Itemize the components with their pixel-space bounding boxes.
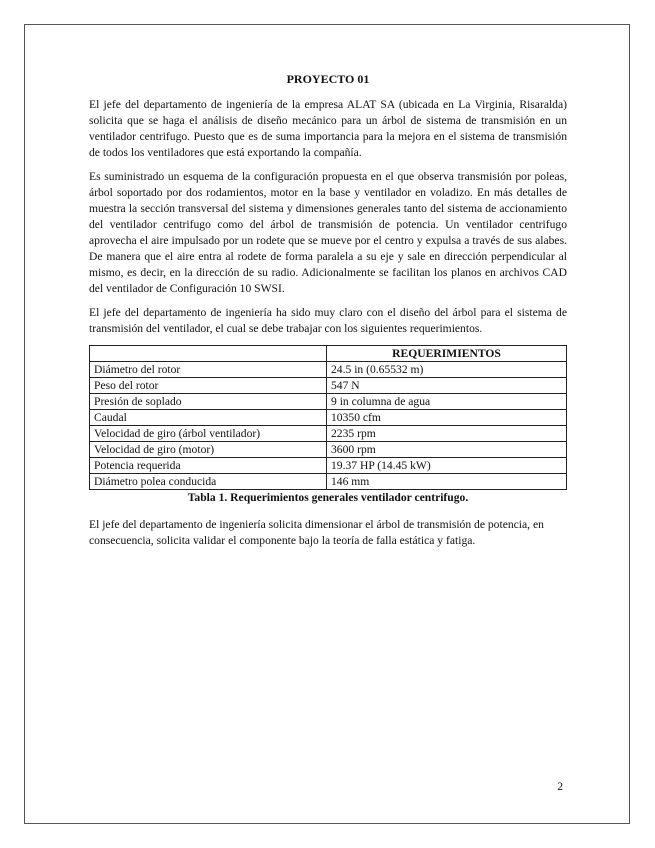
table-cell-value: 3600 rpm (327, 442, 567, 458)
table-cell-label: Caudal (90, 410, 327, 426)
page-content (89, 71, 567, 557)
document-page (24, 24, 630, 824)
table-row (90, 410, 567, 426)
table-cell-label: Velocidad de giro (árbol ventilador) (90, 426, 327, 442)
table-cell-label: Presión de soplado (90, 394, 327, 410)
table-row (90, 458, 567, 474)
table-cell-label: Diámetro polea conducida (90, 474, 327, 490)
table-row (90, 378, 567, 394)
table-cell-label: Diámetro del rotor (90, 362, 327, 378)
table-caption: Tabla 1. Requerimientos generales ventilador centrifugo. (187, 491, 469, 504)
table-row (90, 442, 567, 458)
table-cell-value: 2235 rpm (327, 426, 567, 442)
table-header-row (90, 346, 567, 362)
paragraph-requirements-intro: El jefe del departamento de ingeniería ha sido muy claro con el diseño del árbol para el sistema de transmisión del ventilador, el cual se debe trabajar con los siguientes requerimientos. (89, 306, 567, 335)
table-row (90, 394, 567, 410)
table-cell-value: 24.5 in (0.65532 m) (327, 362, 567, 378)
table-cell-label: Potencia requerida (90, 458, 327, 474)
page-number: 2 (557, 780, 563, 793)
paragraph-description: Es suministrado un esquema de la configuración propuesta en el que observa transmisión por poleas, árbol soportado por dos rodamientos, motor en la base y ventilador en voladizo. En más detalles de muestra la sección transversal del sistema y dimensiones generales tanto del sistema de accionamiento del ventilador centrifugo como del árbol de transmisión de potencia. Un ventilador centrifugo aprovecha el aire impulsado por un rodete que se mueve por el centro y expulsa a través de sus alabes. De manera que el aire entra al rodete de forma paralela a su eje y sale en dirección perpendicular al mismo, es decir, en la dirección de su radio. Adicionalmente se facilitan los planos en archivos CAD del ventilador de Configuración 10 SWSI. (89, 170, 567, 295)
paragraph-intro: El jefe del departamento de ingeniería de la empresa ALAT SA (ubicada en La Virginia, Risaralda) solicita que se haga el análisis de diseño mecánico para un árbol de sistema de transmisión en un ventilador centrifugo. Puesto que es de suma importancia para la mejora en el sistema de transmisión de todos los ventiladores que está exportando la compañía. (89, 98, 567, 159)
page-title: PROYECTO 01 (286, 72, 370, 86)
table-header-cell: REQUERIMIENTOS (327, 346, 567, 362)
table-cell-label: Velocidad de giro (motor) (90, 442, 327, 458)
table-cell-value: 9 in columna de agua (327, 394, 567, 410)
table-cell-value: 547 N (327, 378, 567, 394)
table-row (90, 474, 567, 490)
table-cell-value: 146 mm (327, 474, 567, 490)
table-row (90, 426, 567, 442)
table-row (90, 362, 567, 378)
requirements-table (89, 345, 567, 490)
table-cell-value: 10350 cfm (327, 410, 567, 426)
paragraph-closing: El jefe del departamento de ingeniería solicita dimensionar el árbol de transmisión de potencia, en consecuencia, solicita validar el componente bajo la teoría de falla estática y fatiga. (89, 518, 544, 547)
table-cell-value: 19.37 HP (14.45 kW) (327, 458, 567, 474)
table-cell-label: Peso del rotor (90, 378, 327, 394)
table-header-empty-cell (90, 346, 327, 362)
